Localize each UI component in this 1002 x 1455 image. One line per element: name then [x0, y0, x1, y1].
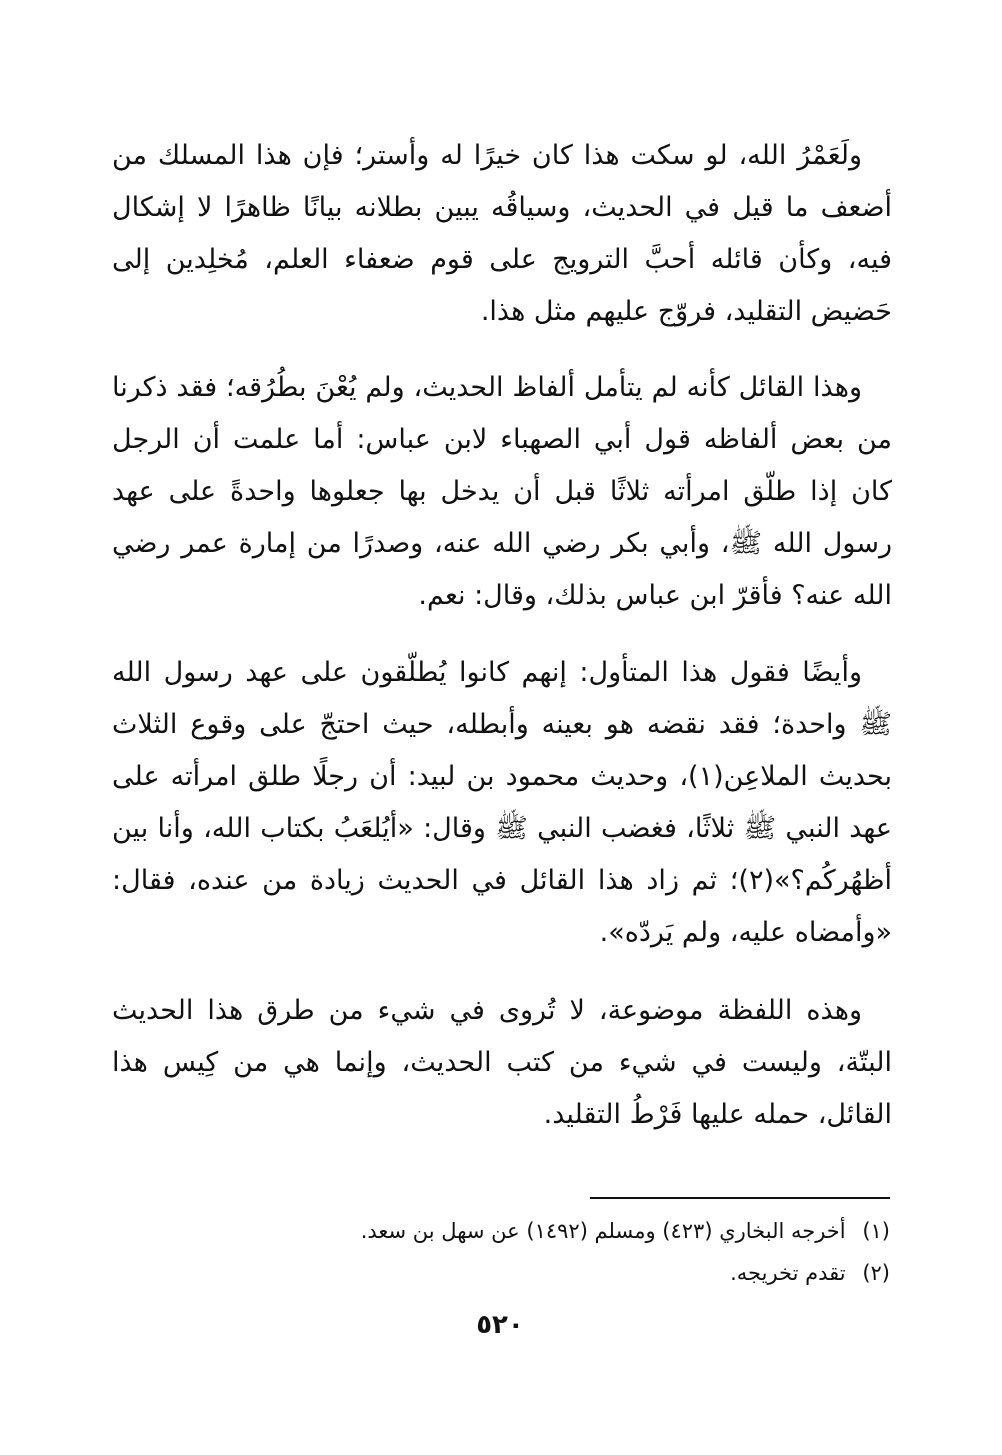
footnotes — [300, 1210, 890, 1294]
footnote-number: (٢) — [862, 1261, 890, 1285]
paragraph-text: وأيضًا فقول هذا المتأول: إنهم كانوا يُطلّقون على عهد رسول الله ﷺ واحدة؛ فقد نقضه هو بعينه وأبطله، حيث احتجّ على وقوع الثلاث بحديث الملاعِن(١)، وحديث محمود بن لبيد: أن رجلًا طلق امرأته على عهد النبي ﷺ ثلاثًا، فغضب النبي ﷺ وقال: «أيُلعَبُ بكتاب الله، وأنا بين أظهُركُم؟»(٢)؛ ثم زاد هذا القائل في الحديث زيادة من عنده، فقال: «وأمضاه عليه، ولم يَردّه». — [112, 657, 892, 948]
footnote-text: تقدم تخريجه. — [730, 1261, 846, 1285]
body-paragraph-3 — [112, 647, 892, 959]
body-paragraph-2 — [112, 362, 892, 622]
paragraph-text: وهذه اللفظة موضوعة، لا تُروى في شيء من طرق هذا الحديث البتّة، وليست في شيء من كتب الحديث، وإنما هي من كِيس هذا القائل، حمله عليها فَرْطُ التقليد. — [112, 995, 892, 1130]
footnote-divider — [590, 1197, 890, 1199]
paragraph-text: وهذا القائل كأنه لم يتأمل ألفاظ الحديث، ولم يُعْنَ بطُرُقه؛ فقد ذكرنا من بعض ألفاظه قول أبي الصهباء لابن عباس: أما علمت أن الرجل كان إذا طلّق امرأته ثلاثًا قبل أن يدخل بها جعلوها واحدةً على عهد رسول الله ﷺ، وأبي بكر رضي الله عنه، وصدرًا من إمارة عمر رضي الله عنه؟ فأقرّ ابن عباس بذلك، وقال: نعم. — [112, 372, 892, 611]
body-paragraph-4 — [112, 985, 892, 1141]
paragraph-text: ولَعَمْرُ الله، لو سكت هذا كان خيرًا له وأستر؛ فإن هذا المسلك من أضعف ما قيل في الحديث، وسياقُه يبين بطلانه بيانًا ظاهرًا لا إشكال فيه، وكأن قائله أحبَّ الترويج على قوم ضعفاء العلم، مُخلِدين إلى حَضيض التقليد، فروّج عليهم مثل هذا. — [112, 140, 892, 327]
footnote-text: أخرجه البخاري (٤٢٣) ومسلم (١٤٩٢) عن سهل بن سعد. — [360, 1219, 846, 1243]
footnote-1 — [300, 1210, 890, 1252]
footnote-number: (١) — [862, 1219, 890, 1243]
body-paragraph-1 — [112, 130, 892, 338]
footnote-2 — [300, 1252, 890, 1294]
page-number: ٥٢٠ — [476, 1310, 524, 1340]
